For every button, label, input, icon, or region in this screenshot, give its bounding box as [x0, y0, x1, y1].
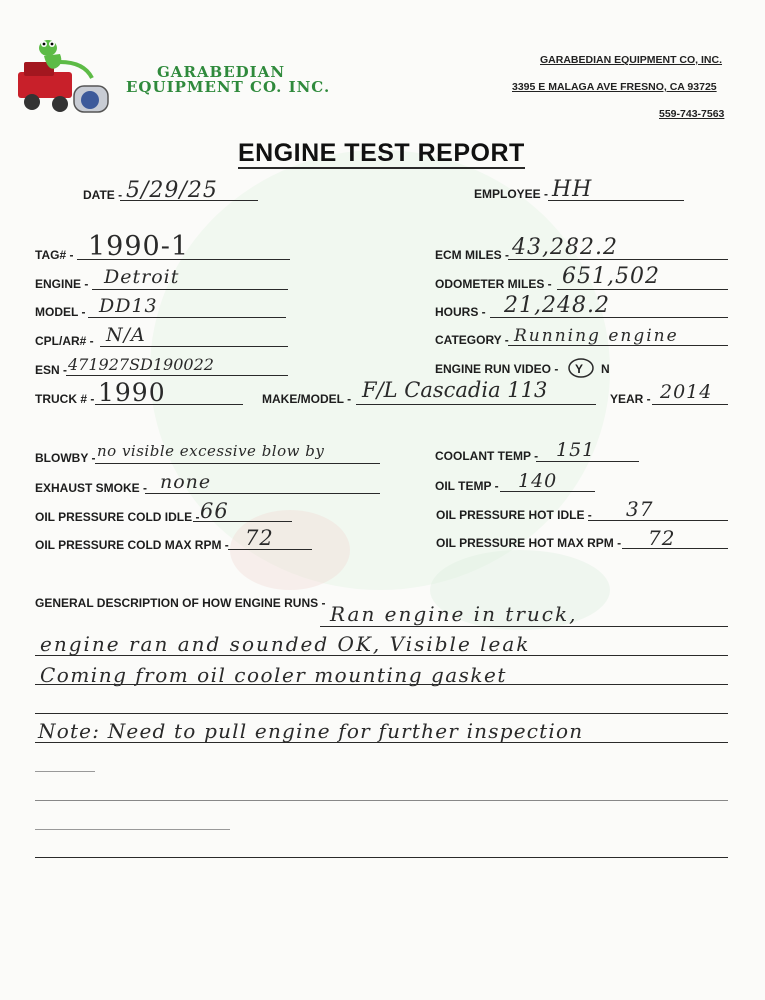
- oil-pressure-hot-idle-value[interactable]: 37: [626, 497, 654, 521]
- coolant-temp-line: [536, 461, 639, 462]
- model-value[interactable]: DD13: [99, 295, 158, 317]
- year-line: [652, 404, 728, 405]
- oil-pressure-cold-max-label: OIL PRESSURE COLD MAX RPM -: [35, 538, 229, 552]
- exhaust-smoke-line: [145, 493, 380, 494]
- description-line1[interactable]: Ran engine in truck,: [330, 602, 578, 626]
- year-label: YEAR -: [610, 392, 651, 406]
- company-phone: 559-743-7563: [659, 108, 725, 120]
- make-model-label: MAKE/MODEL -: [262, 392, 352, 406]
- ecm-miles-label: ECM MILES -: [435, 248, 509, 262]
- cpl-ar-label: CPL/AR# -: [35, 334, 94, 348]
- exhaust-smoke-value[interactable]: none: [160, 471, 212, 493]
- blowby-value[interactable]: no visible excessive blow by: [97, 442, 325, 460]
- engine-line: [92, 289, 288, 290]
- tag-label: TAG# -: [35, 248, 74, 262]
- logo-text-line1: GARABEDIAN: [157, 63, 286, 81]
- cpl-ar-value[interactable]: N/A: [106, 324, 146, 346]
- employee-label: EMPLOYEE -: [474, 187, 549, 201]
- description-line-3: [35, 713, 728, 714]
- coolant-temp-value[interactable]: 151: [556, 439, 596, 461]
- category-value[interactable]: Running engine: [514, 326, 679, 346]
- make-model-value[interactable]: F/L Cascadia 113: [362, 378, 548, 402]
- description-line-6: [35, 800, 728, 801]
- description-line-8: [35, 857, 728, 858]
- odometer-miles-line: [557, 289, 728, 290]
- company-name: GARABEDIAN EQUIPMENT CO, INC.: [540, 54, 723, 66]
- description-line2[interactable]: engine ran and sounded OK, Visible leak: [40, 632, 531, 656]
- ecm-miles-value[interactable]: 43,282.2: [512, 235, 618, 260]
- company-address: 3395 E MALAGA AVE FRESNO, CA 93725: [512, 81, 717, 93]
- engine-run-video-yes[interactable]: Y: [575, 362, 584, 376]
- oil-pressure-hot-max-value[interactable]: 72: [648, 526, 676, 550]
- oil-temp-value[interactable]: 140: [518, 470, 558, 492]
- yes-circle-mark: [566, 355, 596, 381]
- esn-value[interactable]: 471927SD190022: [68, 355, 214, 374]
- oil-pressure-hot-idle-label: OIL PRESSURE HOT IDLE -: [436, 508, 592, 522]
- engine-value[interactable]: Detroit: [104, 266, 180, 288]
- esn-line: [66, 375, 288, 376]
- oil-pressure-cold-max-value[interactable]: 72: [245, 526, 274, 550]
- exhaust-smoke-label: EXHAUST SMOKE -: [35, 481, 148, 495]
- report-title: ENGINE TEST REPORT: [238, 139, 525, 167]
- oil-pressure-cold-idle-label: OIL PRESSURE COLD IDLE -: [35, 510, 200, 524]
- hours-label: HOURS -: [435, 305, 486, 319]
- truck-value[interactable]: 1990: [98, 378, 166, 407]
- odometer-miles-label: ODOMETER MILES -: [435, 277, 552, 291]
- model-label: MODEL -: [35, 305, 86, 319]
- description-line-0: [320, 626, 728, 627]
- employee-value[interactable]: HH: [552, 177, 593, 202]
- logo-text-line2: EQUIPMENT CO. INC.: [126, 78, 331, 96]
- engine-label: ENGINE -: [35, 277, 89, 291]
- blowby-label: BLOWBY -: [35, 451, 96, 465]
- description-line5[interactable]: Note: Need to pull engine for further inspection: [38, 719, 584, 743]
- year-value[interactable]: 2014: [660, 381, 713, 403]
- oil-pressure-hot-idle-line: [588, 520, 728, 521]
- description-label: GENERAL DESCRIPTION OF HOW ENGINE RUNS -: [35, 596, 326, 610]
- esn-label: ESN -: [35, 363, 68, 377]
- date-label: DATE -: [83, 188, 123, 202]
- hours-value[interactable]: 21,248.2: [504, 293, 610, 318]
- oil-pressure-hot-max-label: OIL PRESSURE HOT MAX RPM -: [436, 536, 622, 550]
- cpl-ar-line: [100, 346, 288, 347]
- engine-run-video-label: ENGINE RUN VIDEO -: [435, 362, 559, 376]
- coolant-temp-label: COOLANT TEMP -: [435, 449, 539, 463]
- gecko-truck-logo-icon: [14, 32, 114, 122]
- date-value[interactable]: 5/29/25: [126, 178, 218, 203]
- engine-run-video-no[interactable]: N: [601, 362, 610, 376]
- blowby-line: [95, 463, 380, 464]
- oil-temp-label: OIL TEMP -: [435, 479, 499, 493]
- category-label: CATEGORY -: [435, 333, 509, 347]
- tag-value[interactable]: 1990-1: [88, 231, 190, 262]
- truck-label: TRUCK # -: [35, 392, 95, 406]
- make-model-line: [356, 404, 596, 405]
- model-line: [88, 317, 286, 318]
- description-line-7: [35, 829, 230, 830]
- description-line-5: [35, 771, 95, 772]
- oil-pressure-cold-idle-value[interactable]: 66: [200, 499, 229, 523]
- title-underline: [238, 167, 525, 169]
- odometer-miles-value[interactable]: 651,502: [562, 264, 660, 289]
- description-line3[interactable]: Coming from oil cooler mounting gasket: [40, 663, 507, 687]
